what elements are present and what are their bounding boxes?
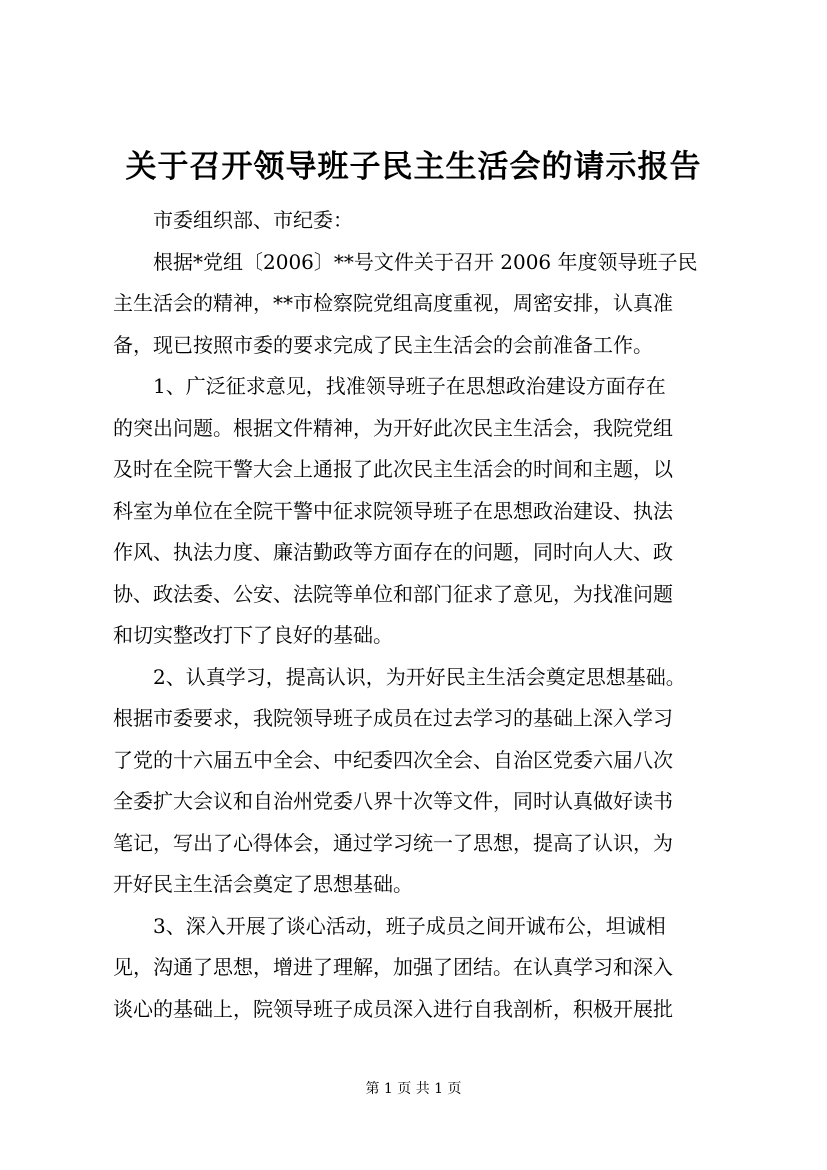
paragraph-line: 根据*党组〔2006〕**号文件关于召开 2006 年度领导班子民 [153,249,698,274]
paragraph-line: 主生活会的精神，**市检察院党组高度重视，周密安排，认真准 [113,291,673,315]
paragraph-line: 作风、执法力度、廉洁勤政等方面存在的问题，同时向人大、政 [113,540,673,564]
paragraph-line: 1、广泛征求意见，找准领导班子在思想政治建设方面存在 [153,374,666,398]
paragraph-line: 2、认真学习，提高认识，为开好民主生活会奠定思想基础。 [153,664,686,689]
paragraph-1 [113,242,731,367]
paragraph-line: 谈心的基础上，院领导班子成员深入进行自我剖析，积极开展批 [113,996,673,1021]
paragraph-line: 协、政法委、公安、法院等单位和部门征求了意见，为找准问题 [113,581,673,606]
paragraph-line: 笔记，写出了心得体会，通过学习统一了思想，提高了认识，为 [113,830,673,855]
paragraph-2 [113,366,731,657]
salutation: 市委组织部、市纪委： [153,208,353,232]
paragraph-line: 科室为单位在全院干警中征求院领导班子在思想政治建设、执法 [113,498,673,523]
paragraph-line: 及时在全院干警大会上通报了此次民主生活会的时间和主题，以 [113,457,673,481]
paragraph-line: 3、深入开展了谈心活动，班子成员之间开诚布公，坦诚相 [153,913,666,938]
paragraph-line: 见，沟通了思想，增进了理解，加强了团结。在认真学习和深入 [113,955,673,979]
document-body [113,200,731,1030]
paragraph-line: 了党的十六届五中全会、中纪委四次全会、自治区党委六届八次 [113,747,673,772]
paragraph-line: 备，现已按照市委的要求完成了民主生活会的会前准备工作。 [113,332,653,357]
paragraph-line: 根据市委要求，我院领导班子成员在过去学习的基础上深入学习 [113,706,673,730]
paragraph-line: 全委扩大会议和自治州党委八界十次等文件，同时认真做好读书 [113,789,673,813]
paragraph-line: 的突出问题。根据文件精神，为开好此次民主生活会，我院党组 [113,415,673,440]
document-title: 关于召开领导班子民主生活会的请示报告 [125,149,702,185]
paragraph-3 [113,657,731,906]
paragraph-line: 和切实整改打下了良好的基础。 [113,623,393,647]
page-footer: 第 1 页 共 1 页 [365,1081,462,1097]
paragraph-line: 开好民主生活会奠定了思想基础。 [113,872,413,896]
paragraph-4 [113,906,731,1031]
